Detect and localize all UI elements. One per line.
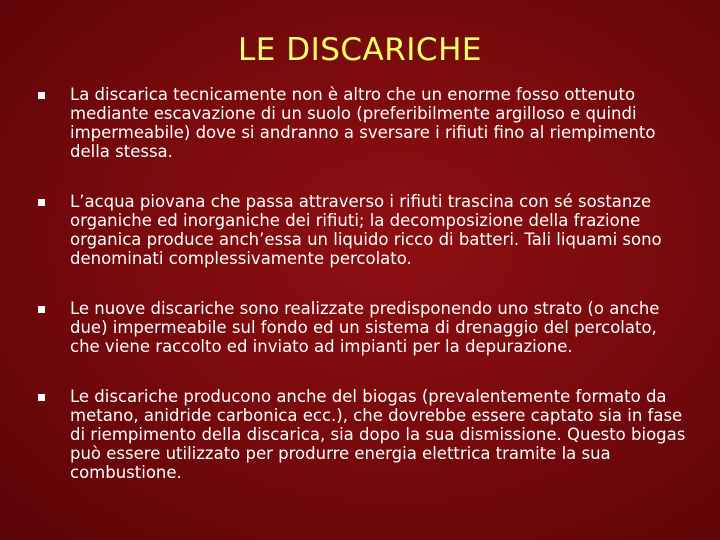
bullet-list [38,85,688,482]
slide-title: LE DISCARICHE [238,32,482,68]
bullet-text: Le nuove discariche sono realizzate predisponendo uno strato (o anche due) impermeabile sul fondo ed un sistema di drenaggio del percolato, che viene raccolto ed inviato ad impianti per la depurazione. [70,299,660,356]
square-bullet-icon [38,199,45,206]
bullet-item [38,299,688,356]
bullet-text: L’acqua piovana che passa attraverso i rifiuti trascina con sé sostanze organiche ed inorganiche dei rifiuti; la decomposizione della frazione organica produce anch’essa un liquido ricco di batteri. Tali liquami sono denominati complessivamente percolato. [70,192,662,268]
square-bullet-icon [38,92,45,99]
bullet-text: La discarica tecnicamente non è altro che un enorme fosso ottenuto mediante escavazione di un suolo (preferibilmente argilloso e quindi impermeabile) dove si andranno a sversare i rifiuti fino al riempimento della stessa. [70,85,656,161]
bullet-item [38,85,688,161]
square-bullet-icon [38,394,45,401]
bullet-item [38,387,688,482]
bullet-text: Le discariche producono anche del biogas (prevalentemente formato da metano, anidride carbonica ecc.), che dovrebbe essere captato sia in fase di riempimento della discarica, sia dopo la sua dismissione. Questo biogas può essere utilizzato per produrre energia elettrica tramite la sua combustione. [70,387,686,482]
square-bullet-icon [38,306,45,313]
bullet-item [38,192,688,268]
